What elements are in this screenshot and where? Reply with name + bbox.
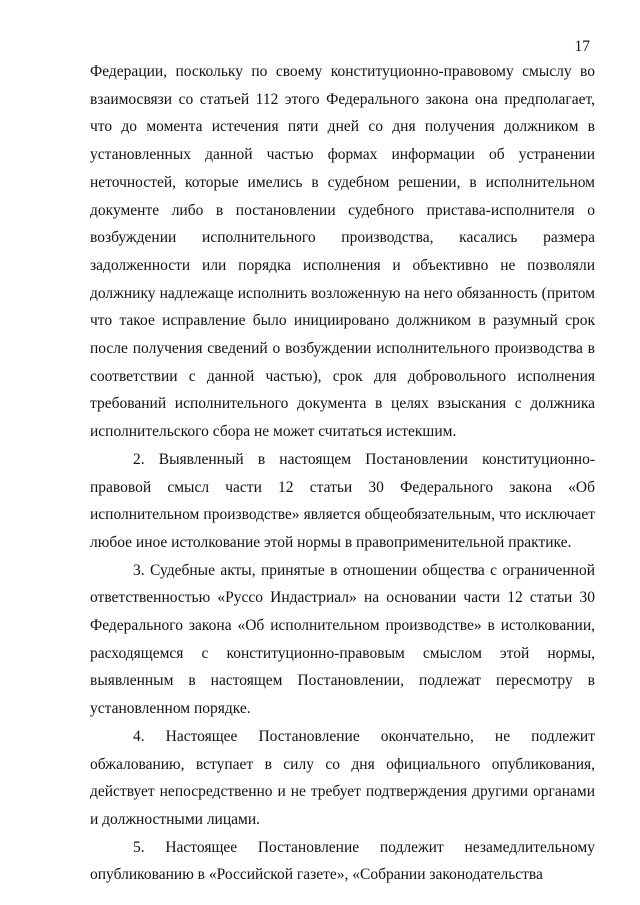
paragraph-item-4: 4. Настоящее Постановление окончательно, не подлежит обжалованию, вступает в силу со дня официального опубликования, действует непосредственно и не требует подтверждения другими органами и должностными лицами. [90, 727, 595, 828]
paragraph-item-3: 3. Судебные акты, принятые в отношении общества с ограниченной ответственностью «Руссо Индастриал» на основании части 12 статьи 30 Федерального закона «Об исполнительном производстве» в истолковании, расходящемся с конституционно-правовым смыслом этой нормы, выявленным в настоящем Постановлении, подлежат пересмотру в установленном порядке. [90, 561, 595, 718]
paragraph-item-2: 2. Выявленный в настоящем Постановлении конституционно-правовой смысл части 12 статьи 30 Федерального закона «Об исполнительном производстве» является общеобязательным, что исключает любое иное истолкование этой нормы в правоприменительной практике. [90, 450, 595, 551]
paragraph-item-5: 5. Настоящее Постановление подлежит незамедлительному опубликованию в «Российской газете», «Собрании законодательства [90, 838, 595, 884]
document-body [90, 58, 595, 889]
page-number: 17 [574, 38, 590, 55]
paragraph-continuation: Федерации, поскольку по своему конституционно-правовому смыслу во взаимосвязи со статьей 112 этого Федерального закона она предполагает, что до момента истечения пяти дней со дня получения должником в установленных данной частью формах информации об устранении неточностей, которые имелись в судебном решении, в исполнительном документе либо в постановлении судебного пристава-исполнителя о возбуждении исполнительного производства, касались размера задолженности или порядка исполнения и объективно не позволяли должнику надлежаще исполнить возложенную на него обязанность (притом что такое исправление было инициировано должником в разумный срок после получения сведений о возбуждении исполнительного производства в соответствии с данной частью), срок для добровольного исполнения требований исполнительного документа в целях взыскания с должника исполнительского сбора не может считаться истекшим. [90, 63, 595, 441]
